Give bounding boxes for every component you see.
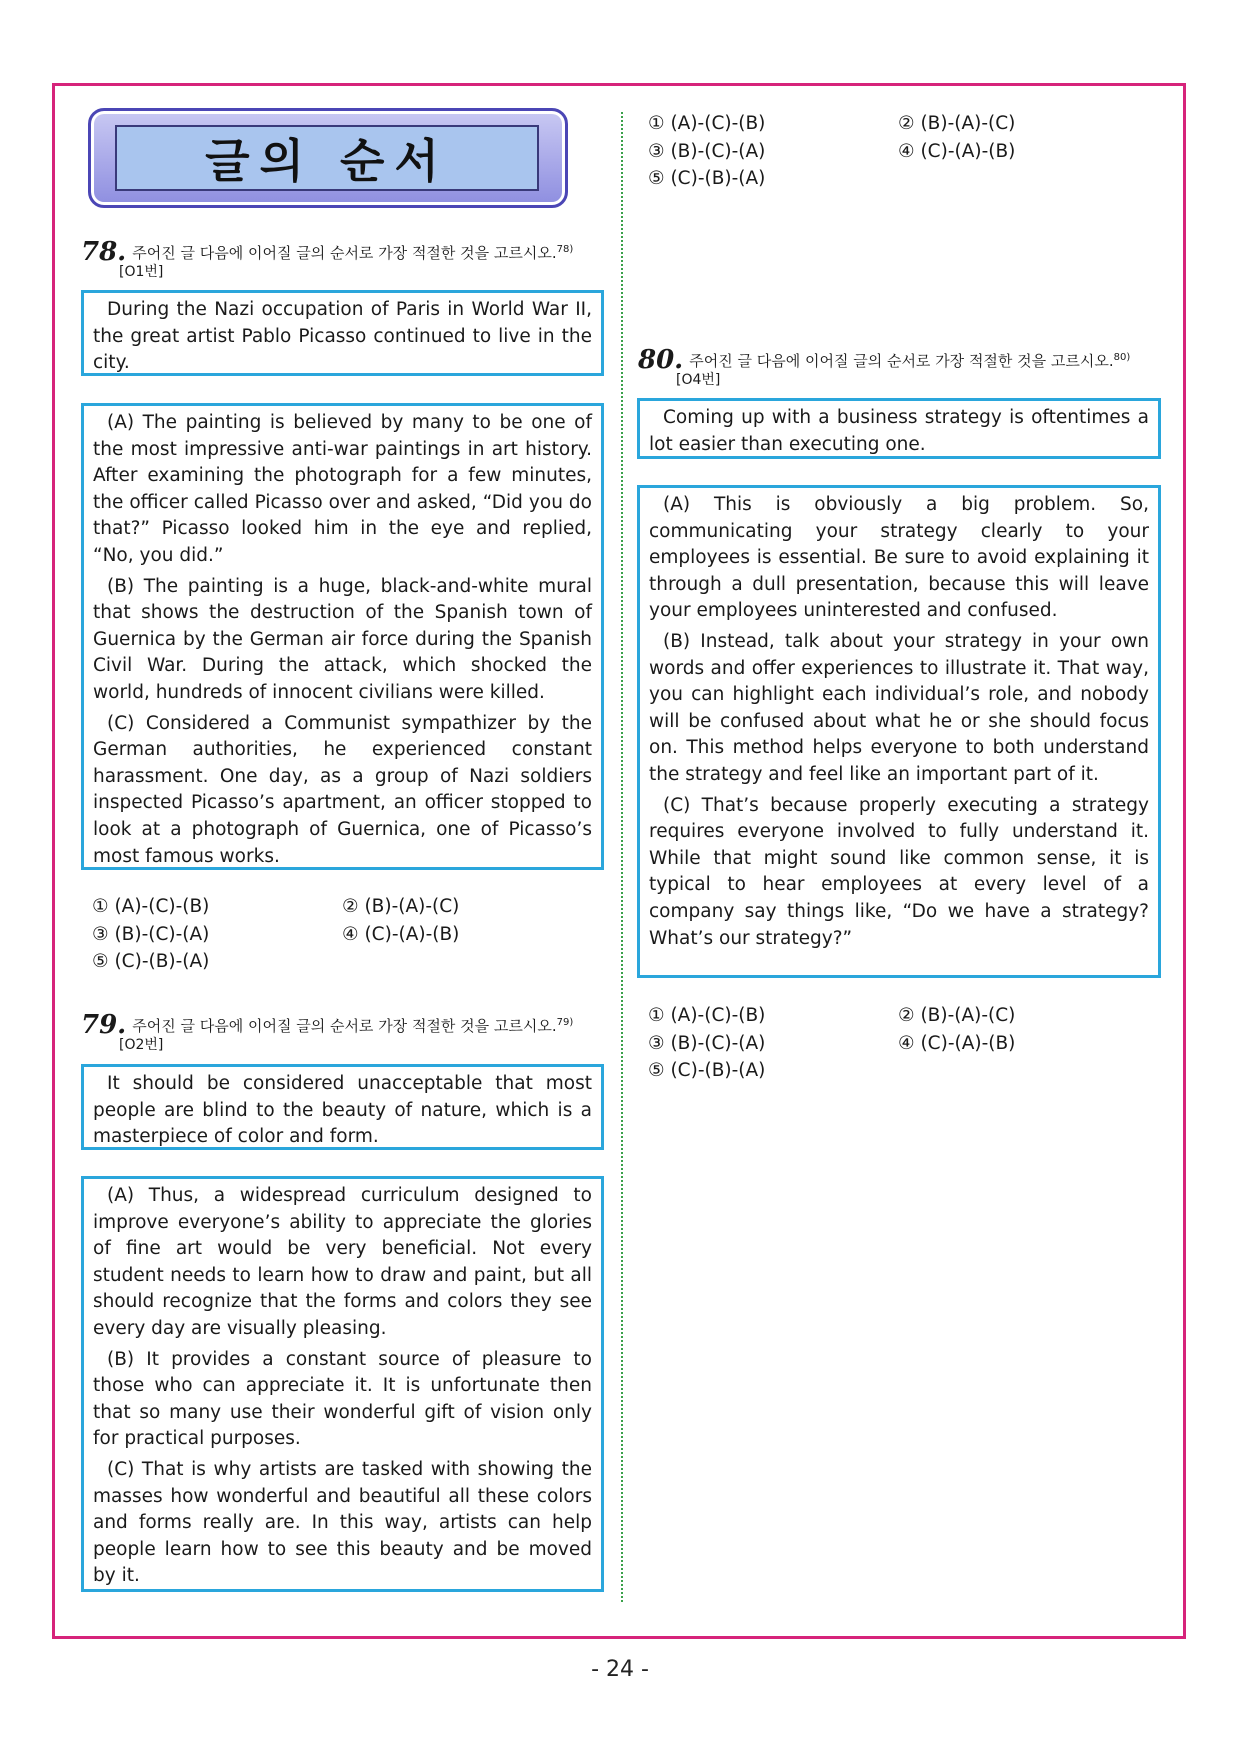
paragraph-a: (A) This is obviously a big problem. So, communicating your strategy clearly to your employees is essential. Be sure to avoid explaining it through a dull presentation, because this will leave your employees uninterested and confused. xyxy=(649,494,1149,622)
intro-box-79 xyxy=(81,1064,604,1150)
choice-4[interactable]: ④ (C)-(A)-(B) xyxy=(898,140,1016,162)
choice-4[interactable]: ④ (C)-(A)-(B) xyxy=(898,1032,1016,1054)
question-number: 79. xyxy=(81,1010,127,1040)
choice-5[interactable]: ⑤ (C)-(B)-(A) xyxy=(648,1060,766,1081)
question-prompt: 주어진 글 다음에 이어질 글의 순서로 가장 적절한 것을 고르시오. xyxy=(132,244,557,262)
choice-3[interactable]: ③ (B)-(C)-(A) xyxy=(648,1032,766,1054)
intro-box-78 xyxy=(81,290,604,376)
choice-2[interactable]: ② (B)-(A)-(C) xyxy=(898,1005,1016,1026)
section-banner xyxy=(88,108,568,208)
paragraph-a: (A) Thus, a widespread curriculum designed to improve everyone’s ability to appreciate the glories of fine art would be very beneficial. Not every student needs to learn how to draw and paint, but all should recognize that the forms and colors they see every day are visually pleasing. xyxy=(93,1185,592,1339)
section-banner-inner xyxy=(115,125,539,191)
passage-box-80 xyxy=(637,485,1161,978)
question-header-78 xyxy=(81,237,611,282)
question-code: [O2번] xyxy=(119,1037,164,1053)
page-number: - 24 - xyxy=(591,1657,649,1682)
footnote-ref: 79) xyxy=(556,1017,574,1028)
intro-box-80 xyxy=(637,398,1161,459)
choices-78 xyxy=(92,893,592,976)
choice-5[interactable]: ⑤ (C)-(B)-(A) xyxy=(92,951,210,972)
paragraph-c: (C) Considered a Communist sympathizer by the German authorities, he experienced constant harassment. One day, as a group of Nazi soldiers inspected Picasso’s apartment, an officer stopped to look at a photograph of Guernica, one of Picasso’s most famous works. xyxy=(93,712,592,867)
question-number: 78. xyxy=(81,237,127,267)
column-divider xyxy=(621,112,623,1602)
choice-5[interactable]: ⑤ (C)-(B)-(A) xyxy=(648,168,766,189)
choice-1[interactable]: ① (A)-(C)-(B) xyxy=(648,113,766,134)
choice-2[interactable]: ② (B)-(A)-(C) xyxy=(342,896,460,917)
question-header-79 xyxy=(81,1010,611,1055)
paragraph-c: (C) That is why artists are tasked with showing the masses how wonderful and beautiful all these colors and forms really are. In this way, artists can help people learn how to see this beauty and be moved by it. xyxy=(93,1458,592,1587)
question-code: [O4번] xyxy=(676,372,721,388)
choice-4[interactable]: ④ (C)-(A)-(B) xyxy=(342,923,460,945)
choice-3[interactable]: ③ (B)-(C)-(A) xyxy=(92,923,210,945)
intro-text: It should be considered unacceptable that most people are blind to the beauty of nature, which is a masterpiece of color and form. xyxy=(93,1073,592,1148)
passage-box-78 xyxy=(81,403,604,870)
question-prompt: 주어진 글 다음에 이어질 글의 순서로 가장 적절한 것을 고르시오. xyxy=(132,1017,557,1035)
question-code: [O1번] xyxy=(119,264,164,280)
choice-1[interactable]: ① (A)-(C)-(B) xyxy=(648,1005,766,1026)
paragraph-a: (A) The painting is believed by many to be one of the most impressive anti-war paintings in art history. After examining the photograph for a few minutes, the officer called Picasso over and asked, “Did you do that?” Picasso looked him in the eye and replied, “No, you did.” xyxy=(93,412,592,566)
paragraph-b: (B) Instead, talk about your strategy in your own words and offer experiences to illustrate it. That way, you can highlight each individual’s role, and nobody will be confused about what he or she should focus on. This method helps everyone to both understand the strategy and feel like an important part of it. xyxy=(649,630,1149,785)
question-header-80 xyxy=(638,345,1178,390)
paragraph-b: (B) It provides a constant source of pleasure to those who can appreciate it. It is unfortunate then that so many use their wonderful gift of vision only for practical purposes. xyxy=(93,1348,592,1450)
choices-80 xyxy=(648,1002,1148,1085)
intro-text: During the Nazi occupation of Paris in World War II, the great artist Pablo Picasso continued to live in the city. xyxy=(93,299,592,374)
choice-2[interactable]: ② (B)-(A)-(C) xyxy=(898,113,1016,134)
footnote-ref: 80) xyxy=(1113,352,1131,363)
passage-box-79 xyxy=(81,1176,604,1592)
paragraph-b: (B) The painting is a huge, black-and-white mural that shows the destruction of the Spanish town of Guernica by the German air force during the Spanish Civil War. During the attack, which shocked the world, hundreds of innocent civilians were killed. xyxy=(93,575,592,703)
choice-1[interactable]: ① (A)-(C)-(B) xyxy=(92,896,210,917)
choice-3[interactable]: ③ (B)-(C)-(A) xyxy=(648,140,766,162)
footnote-ref: 78) xyxy=(556,244,574,255)
question-prompt: 주어진 글 다음에 이어질 글의 순서로 가장 적절한 것을 고르시오. xyxy=(689,352,1114,370)
intro-text: Coming up with a business strategy is oftentimes a lot easier than executing one. xyxy=(649,407,1149,455)
question-number: 80. xyxy=(638,345,684,375)
paragraph-c: (C) That’s because properly executing a strategy requires everyone involved to fully understand it. While that might sound like common sense, it is typical to hear employees at every level of a company say things like, “Do we have a strategy? What’s our strategy?” xyxy=(649,794,1149,949)
section-title: 글의 순서 xyxy=(205,134,449,188)
choices-79 xyxy=(648,110,1148,193)
